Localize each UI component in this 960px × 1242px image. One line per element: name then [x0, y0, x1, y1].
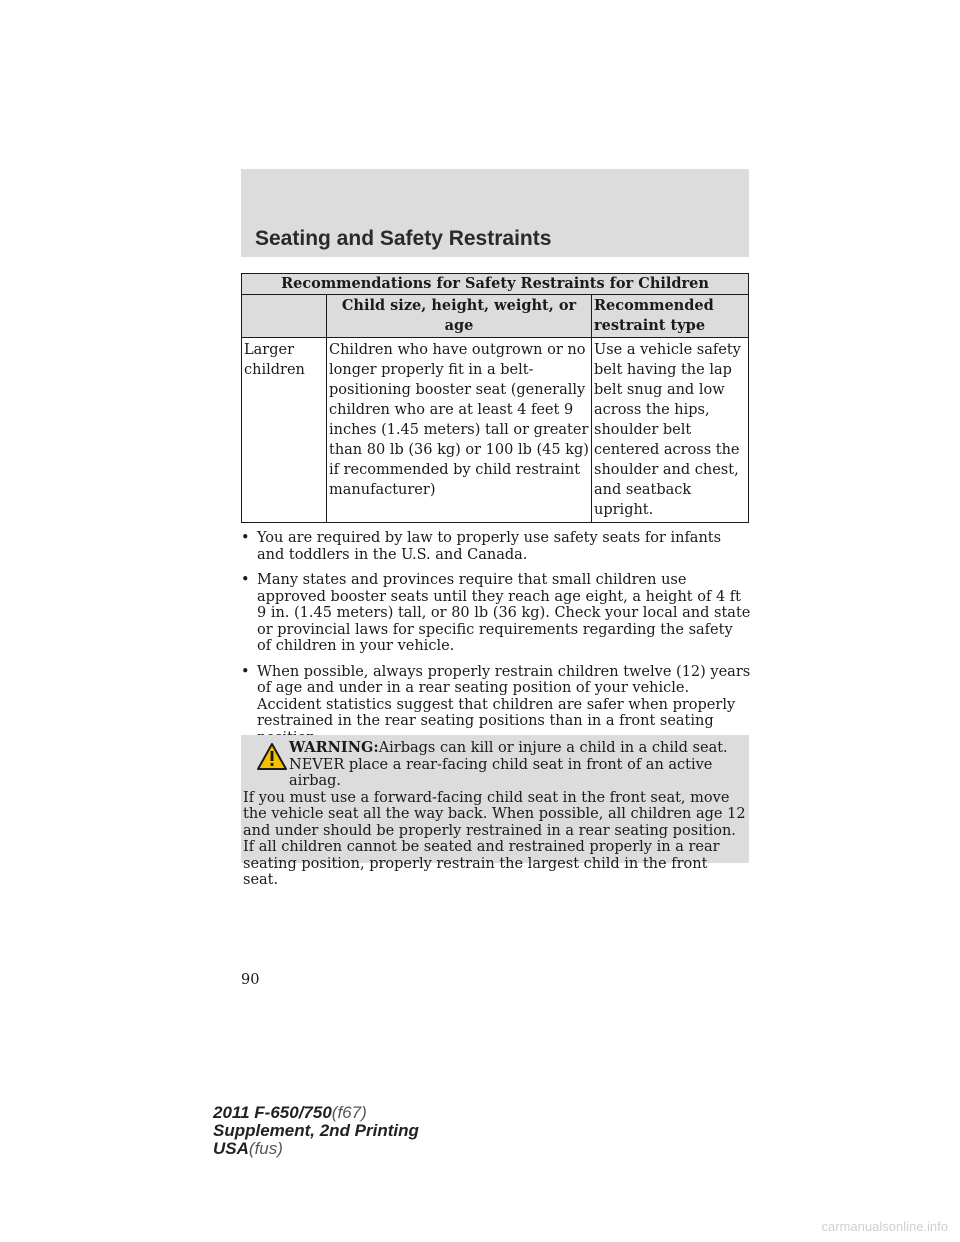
- warning-title: WARNING:: [289, 739, 379, 756]
- row-restraint-cell: Use a vehicle safety belt having the lap belt snug and low across the hips, shoulder belt centered across the shoulder and chest, and seatback upright.: [592, 338, 749, 523]
- column-header-child-size: Child size, height, weight, or age: [327, 295, 592, 338]
- bullet-text: When possible, always properly restrain children twelve (12) years of age and under in a rear seating position of your vehicle. Accident statistics suggest that children are safer when properly restrained in the rear seating positions than in a front seating: [257, 663, 751, 729]
- footer-model-code: (f67): [331, 1103, 367, 1122]
- bullet-icon: •: [241, 663, 250, 680]
- row-criteria-cell: Children who have outgrown or no longer properly fit in a belt-positioning booster seat (generally children who are at least 4 feet 9 inches (1.45 meters) tall or greater than 80 lb (36 kg) or 100 lb (45 kg) if recommended by child restraint manufacturer): [327, 338, 592, 523]
- warning-text-first: Airbags can kill or injure a child in a child seat. NEVER place a rear-facing child seat in front of an active airbag.: [289, 740, 728, 789]
- footer-market-code: (fus): [248, 1139, 283, 1158]
- warning-text-rest: If you must use a forward-facing child seat in the front seat, move the vehicle seat all the way back. When possible, all children age 12 and under should be properly restrained in a rear seating position. If all children cannot be seated and restrained properly in a rear seating position, properly restrain the largest child in the front seat.: [243, 789, 746, 888]
- page-number: 90: [241, 972, 260, 988]
- bullet-text: Many states and provinces require that small children use approved booster seats until they reach age eight, a height of 4 ft 9 in. (1.45 meters) tall, or 80 lb (36 kg). Check your local and state or provincial laws for specific requirements regarding the safety of children in your vehicle.: [257, 572, 751, 654]
- warning-triangle-icon: [257, 743, 287, 770]
- watermark: carmanualsonline.info: [821, 1219, 948, 1234]
- footer-market: USA: [213, 1139, 249, 1158]
- list-item: [241, 664, 751, 747]
- table-caption: Recommendations for Safety Restraints for Children: [242, 274, 749, 295]
- list-item: [241, 530, 751, 563]
- bullet-text: You are required by law to properly use safety seats for infants and toddlers in the U.S. and Canada.: [257, 530, 722, 563]
- bullet-icon: •: [241, 530, 250, 546]
- bullet-icon: •: [241, 572, 250, 588]
- column-header-restraint-type: Recommended restraint type: [592, 295, 749, 338]
- guidance-bullet-list: [241, 530, 751, 755]
- warning-intro: [243, 740, 747, 790]
- warning-box: [241, 735, 749, 888]
- footer-line-2: Supplement, 2nd Printing: [213, 1121, 419, 1140]
- table-row: [242, 338, 749, 523]
- footer-line-1: [213, 1104, 419, 1122]
- section-header-band: [241, 169, 749, 257]
- section-title: Seating and Safety Restraints: [255, 227, 552, 250]
- footer-model: 2011 F-650/750: [213, 1103, 332, 1122]
- column-header-category: [242, 295, 327, 338]
- restraint-recommendations-table: [241, 273, 749, 523]
- list-item: [241, 572, 751, 655]
- footer-line-3: [213, 1140, 419, 1158]
- row-category-cell: Larger children: [242, 338, 327, 523]
- document-footer: [213, 1104, 419, 1158]
